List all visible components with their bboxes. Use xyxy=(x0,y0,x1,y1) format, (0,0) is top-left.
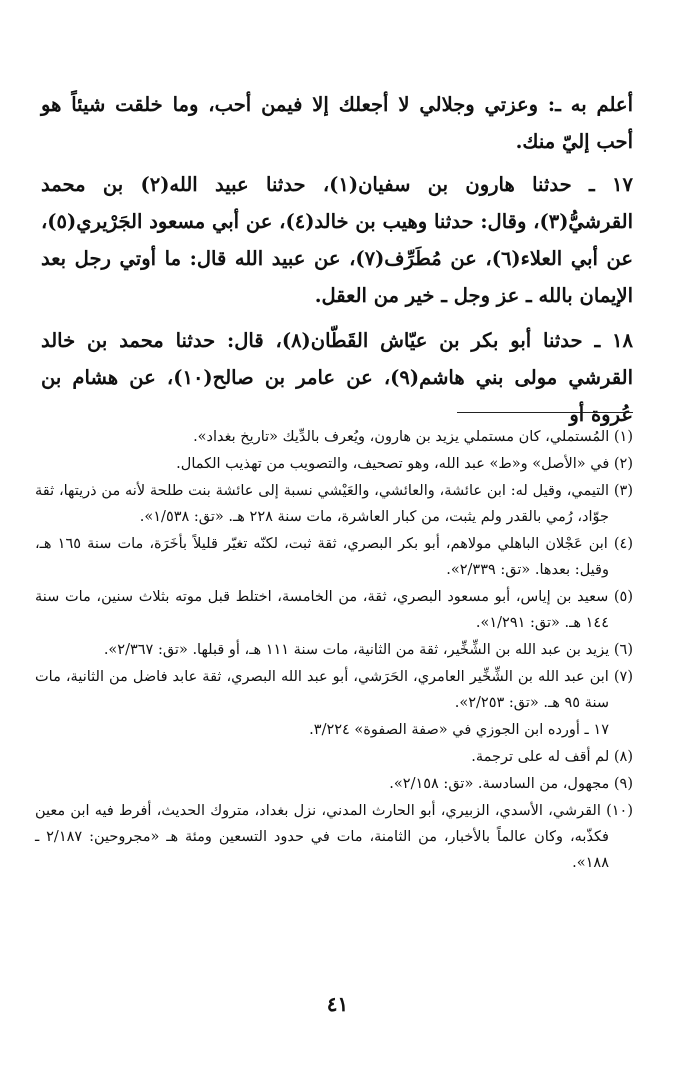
footnote-4: (٤) ابن عَجْلان الباهلي مولاهم، أبو بكر البصري، ثقة ثبت، لكنّه تغيّر قليلاً بأخَرَة، مات سنة ١٦٥ هـ، وقيل: بعدها. «تق: ٢/٣٣٩». xyxy=(35,536,633,578)
footnote-5: (٥) سعيد بن إياس، أبو مسعود البصري، ثقة، من الخامسة، اختلط قبل موته بثلاث سنين، مات سنة ١٤٤ هـ. «تق: ١/٢٩١». xyxy=(35,589,633,631)
footnote-10: (١٠) القرشي، الأسدي، الزبيري، أبو الحارث المدني، نزل بغداد، متروك الحديث، أفرط فيه ابن معين فكذّبه، وكان عالماً بالأخبار، من الثامنة، مات في حدود التسعين ومئة هـ «مجروحين: ٢/١٨٧ ـ ١٨٨». xyxy=(35,803,633,871)
footnote-separator xyxy=(457,412,633,413)
source-note: ١٧ ـ أورده ابن الجوزي في «صفة الصفوة» ٣/٢٢٤. xyxy=(309,722,609,738)
footnote-1: (١) المُستملي، كان مستملي يزيد بن هارون، ويُعرف بالدِّيك «تاريخ بغداد». xyxy=(193,429,633,445)
footnote-8: (٨) لم أقف له على ترجمة. xyxy=(471,749,633,765)
footnote-7: (٧) ابن عبد الله بن الشِّخِّير العامري، الحَرَشي، أبو عبد الله البصري، ثقة عابد فاضل من الثانية، مات سنة ٩٥ هـ. «تق: ٢/٢٥٣». xyxy=(35,669,633,711)
body-paragraph-continued: أعلم به ـ: وعزتي وجلالي لا أجعلك إلا فيمن أحب، وما خلقت شيئاً هو أحب إليّ منك. xyxy=(41,93,633,153)
hadith-17: ١٧ ـ حدثنا هارون بن سفيان(١)، حدثنا عبيد الله(٢) بن محمد القرشيُّ(٣)، وقال: حدثنا وهيب بن خالد(٤)، عن أبي مسعود الجَرْيري(٥)، عن أبي العلاء(٦)، عن مُطَرِّف(٧)، عن عبيد الله قال: ما أوتي رجل بعد الإيمان بالله ـ عز وجل ـ خير من العقل. xyxy=(41,173,634,307)
main-text xyxy=(41,86,633,441)
footnotes xyxy=(35,424,633,877)
footnote-9: (٩) مجهول، من السادسة. «تق: ٢/١٥٨». xyxy=(389,776,633,792)
footnote-2: (٢) في «الأصل» و«ط» عبد الله، وهو تصحيف، والتصويب من تهذيب الكمال. xyxy=(176,456,633,472)
hadith-18: ١٨ ـ حدثنا أبو بكر بن عيّاش القَطّان(٨)، قال: حدثنا محمد بن خالد القرشي مولى بني هاشم(٩)، عن عامر بن صالح(١٠)، عن هشام بن عُروة أو xyxy=(41,329,633,426)
footnote-3: (٣) التيمي، وقيل له: ابن عائشة، والعائشي، والعَيْشي نسبة إلى عائشة بنت طلحة لأنه من ذريتها، ثقة جوّاد، رُمي بالقدر ولم يثبت، من كبار العاشرة، مات سنة ٢٢٨ هـ. «تق: ١/٥٣٨». xyxy=(35,483,633,525)
footnote-6: (٦) يزيد بن عبد الله بن الشِّخِّير، ثقة من الثانية، مات سنة ١١١ هـ، أو قبلها. «تق: ٢/٣٦٧». xyxy=(103,642,633,658)
page-number: ٤١ xyxy=(326,992,349,1016)
